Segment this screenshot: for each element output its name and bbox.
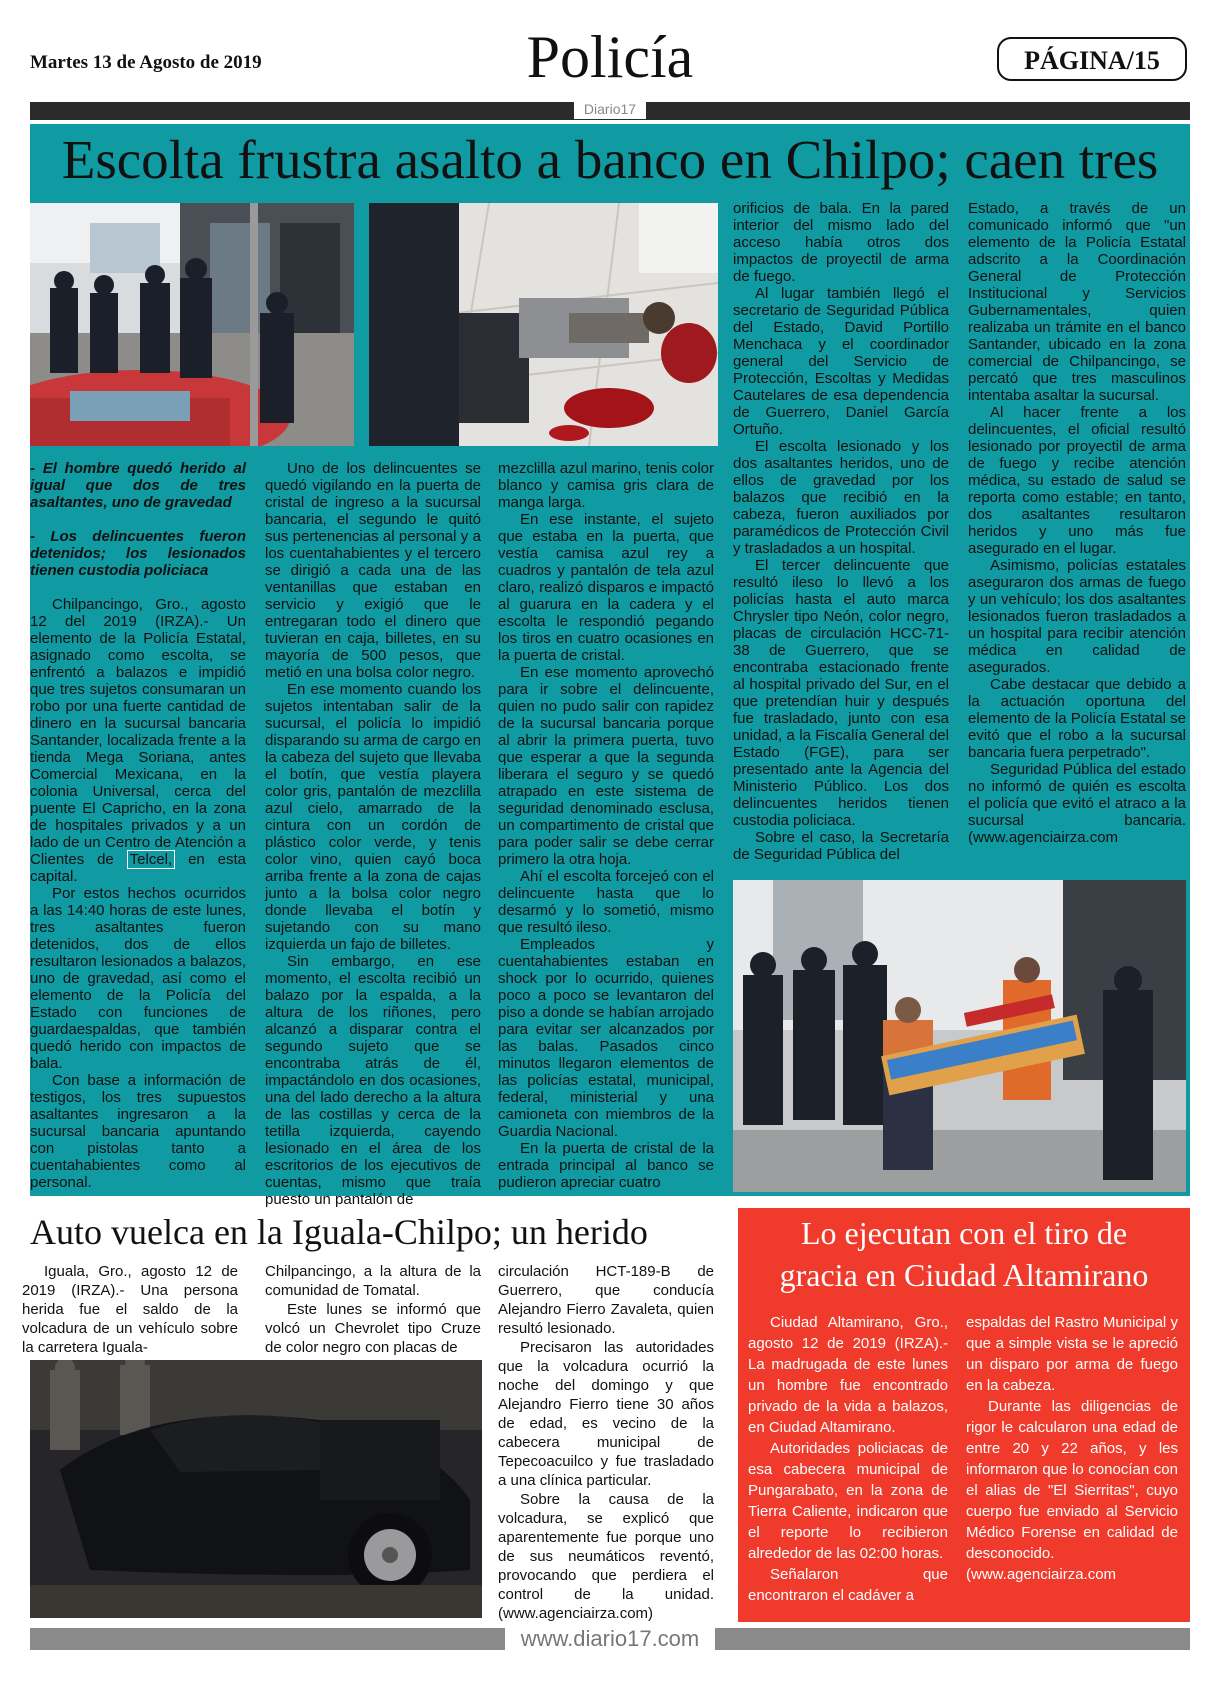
paragraph: Chilpancingo, a la altura de la comunidad de Tomatal.: [265, 1263, 481, 1299]
paragraph: Sobre el caso, la Secretaría de Seguridad Pública del: [733, 829, 949, 863]
story3-column-1: [748, 1312, 948, 1606]
photo-wounded-suspect: [369, 203, 718, 446]
paragraph-text: Chilpancingo, Gro., agosto 12 del 2019 (IRZA).- Un elemento de la Policía Estatal, asignado como escolta, se enfrentó a balazos e impidió que tres sujetos consumaran un robo por una fuerte cantidad de dinero en la sucursal bancaria Santander, localizada frente a la tienda Mega Soriana, antes Comercial Mexicana, en la colonia Universal, cerca del puente El Capricho, en la zona de hospitales privados y a un lado de un Centro de Atención a Clientes de: [30, 596, 246, 868]
main-column-3: [498, 460, 714, 1191]
story2-column-1: [22, 1262, 238, 1357]
telcel-highlight[interactable]: Telcel,: [127, 850, 176, 869]
footer-url[interactable]: www.diario17.com: [505, 1624, 715, 1654]
paragraph: Autoridades policiacas de esa cabecera municipal de Pungarabato, en la zona de Tierra Caliente, indicaron que el reporte lo recibieron alrededor de las 02:00 horas.: [748, 1440, 948, 1562]
section-title: Policía: [526, 24, 694, 90]
photo-police-arrest: [30, 203, 354, 446]
paragraph: Cabe destacar que debido a la actuación oportuna del elemento de la Policía Estatal se evitó que el robo a la sucursal bancaria fuera perpetrado".: [968, 676, 1186, 761]
story3-headline-line-2: gracia en Ciudad Altamirano: [779, 1257, 1149, 1293]
paragraph: Precisaron las autoridades que la volcadura ocurrió la noche del domingo y que Alejandro Fierro tiene 30 años de edad, es vecino de la cabecera municipal de Tepecoacuilco y fue trasladado a una clínica particular.: [498, 1339, 714, 1489]
paragraph: Sin embargo, en ese momento, el escolta recibió un balazo por la espalda, a la altura de los riñones, pero alcanzó a disparar contra el segundo sujeto que se encontraba atrás de él, impactándolo en dos ocasiones, una del lado derecho a la altura de las costillas y cerca de la tetilla izquierda, cayendo lesionado en el área de los escritorios de los ejecutivos de cuentas, mismo que traía puesto un pantalón de: [265, 953, 481, 1208]
paragraph: mezclilla azul marino, tenis color blanco y camisa gris clara de manga larga.: [498, 460, 714, 511]
story2-headline: Auto vuelca en la Iguala-Chilpo; un herido: [30, 1212, 648, 1252]
paragraph: orificios de bala. En la pared interior del mismo lado del acceso había otros dos impactos de proyectil de arma de fuego.: [733, 200, 949, 285]
paragraph: Con base a información de testigos, los tres supuestos asaltantes ingresaron a la sucursal bancaria apuntando con pistolas tanto a cuentahabientes como al personal.: [30, 1072, 246, 1191]
story2-column-2: [265, 1262, 481, 1357]
main-column-2: [265, 460, 481, 1208]
paragraph: Ciudad Altamirano, Gro., agosto 12 de 2019 (IRZA).- La madrugada de este lunes un hombre fue encontrado privado de la vida a balazos, en Ciudad Altamirano.: [748, 1314, 948, 1436]
story2-column-3: [498, 1262, 714, 1623]
paragraph: El tercer delincuente que resultó ileso lo llevó a los policías hasta el auto marca Chrysler tipo Neón, color negro, placas de circulación HCC-71-38 de Guerrero, que se encontraba estacionado frente al hospital privado del Sur, en el que pretendían huir y después fue trasladado, junto con esa unidad, a la Fiscalía General del Estado (FGE), para ser presentado ante la Agencia del Ministerio Público. Los dos delincuentes heridos tienen custodia policiaca.: [733, 557, 949, 829]
paragraph: El escolta lesionado y los dos asaltantes heridos, uno de ellos de gravedad por los balazos que recibió en la cabeza, fueron auxiliados por paramédicos de Protección Civil y trasladados a un hospital.: [733, 438, 949, 557]
page-number-badge: PÁGINA/15: [997, 37, 1187, 81]
paragraph: espaldas del Rastro Municipal y que a simple vista se le apreció un disparo por arma de fuego en la cabeza.: [966, 1314, 1178, 1394]
issue-date: Martes 13 de Agosto de 2019: [30, 52, 262, 73]
paragraph: En la puerta de cristal de la entrada principal al banco se pudieron apreciar cuatro: [498, 1140, 714, 1191]
paragraph: Señalaron que encontraron el cadáver a: [748, 1566, 948, 1604]
paragraph: Uno de los delincuentes se quedó vigilando en la puerta de cristal de ingreso a la sucursal bancaria, el segundo le quitó sus pertenencias al personal y a los cuentahabientes y el tercero se dirigió a cada una de las ventanillas que estaban en servicio y exigió que le entregaran todo el dinero que tuvieran en caja, billetes, en su mayoría de 500 pesos, que metió en una bolsa color negro.: [265, 460, 481, 681]
paragraph: Estado, a través de un comunicado informó que "un elemento de la Policía Estatal adscrito a la Coordinación General de Protección Institucional y Servicios Gubernamentales, quien realizaba un trámite en el banco Santander, ubicado en la zona comercial de Chilpancingo, se percató que tres masculinos intentaba asaltar la sucursal.: [968, 200, 1186, 404]
paragraph-text: en esta capital.: [30, 851, 246, 885]
paragraph: Al hacer frente a los delincuentes, el oficial resultó lesionado por proyectil de arma de fuego y recibe atención médica, su estado de salud se reporta como estable; en tanto, dos asaltantes resultaron heridos y uno más fue asegurado en el lugar.: [968, 404, 1186, 557]
main-headline: Escolta frustra asalto a banco en Chilpo; caen tres: [61, 129, 1159, 190]
paragraph: Durante las diligencias de rigor le calcularon una edad de entre 20 y 22 años, y les informaron que lo conocían con el alias de "El Sierritas", cuyo cuerpo fue enviado al Servicio Médico Forense en calidad de desconocido. (www.agenciairza.com: [966, 1398, 1178, 1583]
paragraph: Ahí el escolta forcejeó con el delincuente hasta que lo desarmó y lo sometió, mismo que resultó ileso.: [498, 868, 714, 936]
paragraph: Iguala, Gro., agosto 12 de 2019 (IRZA).- Una persona herida fue el saldo de la volcadura de un vehículo sobre la carretera Iguala-: [22, 1263, 238, 1356]
paragraph: Empleados y cuentahabientes estaban en shock por lo ocurrido, quienes poco a poco se levantaron del piso a donde se habían arrojado para evitar ser alcanzados por las balas. Pasados cinco minutos llegaron elementos de las policías estatal, municipal, federal, ministerial y una camioneta con miembros de la Guardia Nacional.: [498, 936, 714, 1140]
summary-line-1: - El hombre quedó herido al igual que dos de tres asaltantes, uno de gravedad: [30, 460, 246, 511]
paragraph: Este lunes se informó que volcó un Chevrolet tipo Cruze de color negro con placas de: [265, 1301, 481, 1356]
header-logo: Diario17: [574, 99, 646, 119]
summary-line-2: - Los delincuentes fueron detenidos; los lesionados tienen custodia policiaca: [30, 528, 246, 579]
main-column-5: [968, 200, 1186, 846]
paragraph: Al lugar también llegó el secretario de Seguridad Pública del Estado, David Portillo Menchaca y el coordinador general del Servicio de Protección, Escoltas y Medidas Cautelares de esa dependencia de Guerrero, Daniel García Ortuño.: [733, 285, 949, 438]
photo-paramedics-stretcher: [733, 880, 1186, 1192]
photo-overturned-car: [30, 1360, 482, 1618]
story3-headline-line-1: Lo ejecutan con el tiro de: [800, 1215, 1128, 1251]
paragraph: Sobre la causa de la volcadura, se explicó que aparentemente fue porque uno de sus neumáticos reventó, provocando que perdiera el control de la unidad. (www.agenciairza.com): [498, 1491, 714, 1622]
paragraph: En ese instante, el sujeto que estaba en la puerta, que vestía camisa azul rey a cuadros y pantalón de tela azul claro, realizó disparos e impactó al guarura en la cadera y el escolta le respondió pegando los tiros en cuatro ocasiones en la puerta de cristal.: [498, 511, 714, 664]
main-column-1: [30, 460, 246, 1191]
paragraph: En ese momento cuando los sujetos intentaban salir de la sucursal, el policía lo impidió disparando su arma de cargo en la cabeza del sujeto que llevaba el botín, que vestía playera color gris, pantalón de mezclilla azul cielo, amarrado de la cintura con un cordón de plástico color verde, y tenis color vino, quien cayó boca arriba frente a la zona de cajas junto a la bolsa color negro donde llevaba el botín y sujetando con su mano izquierda un fajo de billetes.: [265, 681, 481, 953]
paragraph: Por estos hechos ocurridos a las 14:40 horas de este lunes, tres asaltantes fueron detenidos, dos de ellos resultaron lesionados a balazos, uno de gravedad, así como el elemento de la Policía del Estado con funciones de guardaespaldas, que también quedó herido con impactos de bala.: [30, 885, 246, 1072]
paragraph: circulación HCT-189-B de Guerrero, que conducía Alejandro Fierro Zavaleta, quien resultó lesionado.: [498, 1263, 714, 1337]
paragraph: [30, 596, 246, 885]
paragraph: Seguridad Pública del estado no informó de quién es escolta el policía que evitó el atraco a la sucursal bancaria. (www.agenciairza.com: [968, 761, 1186, 846]
paragraph: En ese momento aprovechó para ir sobre el delincuente, quien no pudo salir con rapidez de la sucursal bancaria porque al abrir la primera puerta, tuvo que esperar a que la segunda liberara el seguro y se quedó atrapado en este sistema de seguridad denominado esclusa, un compartimento de cristal que para poder salir se debe cerrar primero la otra hoja.: [498, 664, 714, 868]
story3-column-2: [966, 1312, 1178, 1585]
paragraph: Asimismo, policías estatales aseguraron dos armas de fuego y un vehículo; los dos asaltantes lesionados fueron trasladados a un hospital para recibir atención médica en calidad de asegurados.: [968, 557, 1186, 676]
main-column-4: [733, 200, 949, 863]
